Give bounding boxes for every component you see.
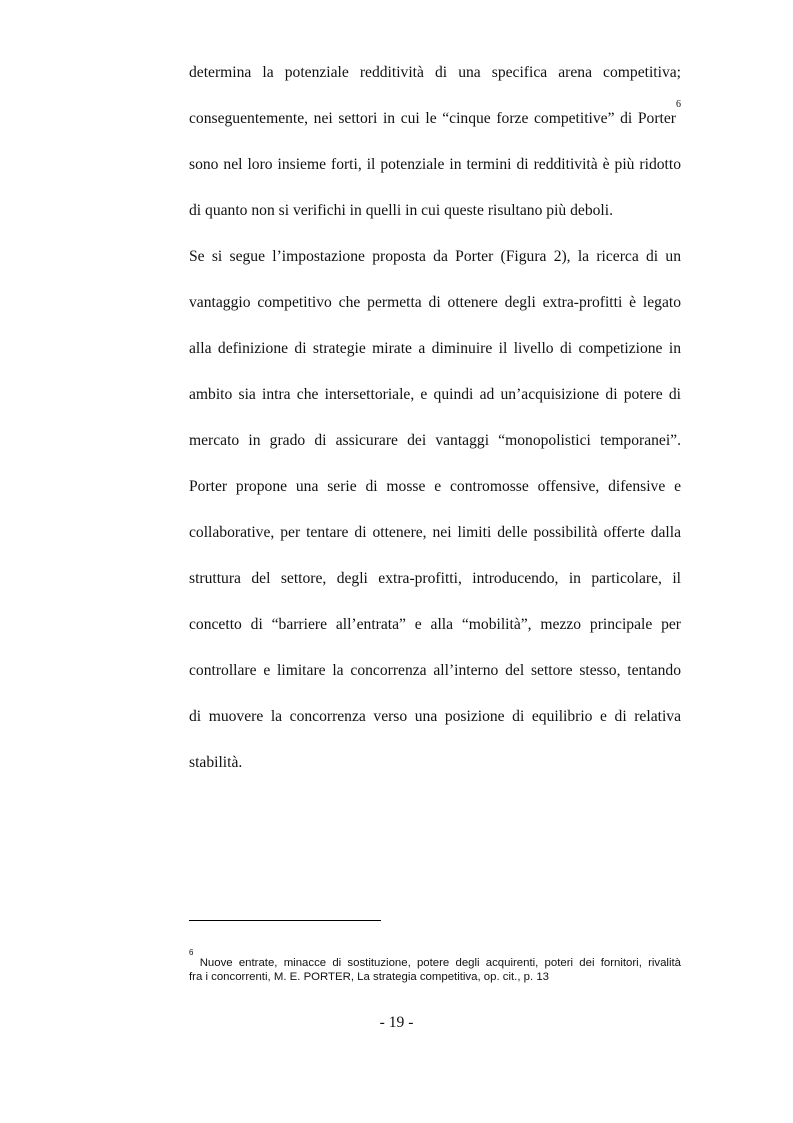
body-line-8: ambito sia intra che intersettoriale, e quindi ad un’acquisizione di potere di <box>189 386 681 403</box>
body-line-9: mercato in grado di assicurare dei vantaggi “monopolistici temporanei”. <box>189 432 681 449</box>
footnote-line-1 <box>189 948 681 970</box>
body-line-5: Se si segue l’impostazione proposta da Porter (Figura 2), la ricerca di un <box>189 248 681 265</box>
body-line-16: stabilità. <box>189 754 243 771</box>
page-number: - 19 - <box>379 1014 414 1031</box>
body-line-12: struttura del settore, degli extra-profitti, introducendo, in particolare, il <box>189 570 681 587</box>
body-line-6: vantaggio competitivo che permetta di ottenere degli extra-profitti è legato <box>189 294 681 311</box>
body-line-15: di muovere la concorrenza verso una posizione di equilibrio e di relativa <box>189 708 681 725</box>
footnote-text-1: Nuove entrate, minacce di sostituzione, potere degli acquirenti, poteri dei fornitori, rivalità <box>199 957 681 969</box>
body-line-11: collaborative, per tentare di ottenere, nei limiti delle possibilità offerte dalla <box>189 524 681 541</box>
footnote-line-2: fra i concorrenti, M. E. PORTER, La strategia competitiva, op. cit., p. 13 <box>189 971 550 983</box>
footnote-marker: 6 <box>189 948 194 957</box>
body-line-10: Porter propone una serie di mosse e contromosse offensive, difensive e <box>189 478 681 495</box>
body-line-4: di quanto non si verifichi in quelli in cui queste risultano più deboli. <box>189 202 613 219</box>
footnote-separator <box>189 920 381 921</box>
body-line-1: determina la potenziale redditività di una specifica arena competitiva; <box>189 64 681 81</box>
footnote-reference: 6 <box>676 99 681 110</box>
body-line-13: concetto di “barriere all’entrata” e alla “mobilità”, mezzo principale per <box>189 616 681 633</box>
body-line-7: alla definizione di strategie mirate a diminuire il livello di competizione in <box>189 340 681 357</box>
body-line-14: controllare e limitare la concorrenza all’interno del settore stesso, tentando <box>189 662 681 679</box>
body-line-3: sono nel loro insieme forti, il potenziale in termini di redditività è più ridotto <box>189 156 681 173</box>
body-line-2-text: conseguentemente, nei settori in cui le “cinque forze competitive” di Porter <box>189 110 676 127</box>
body-line-2 <box>189 99 681 129</box>
